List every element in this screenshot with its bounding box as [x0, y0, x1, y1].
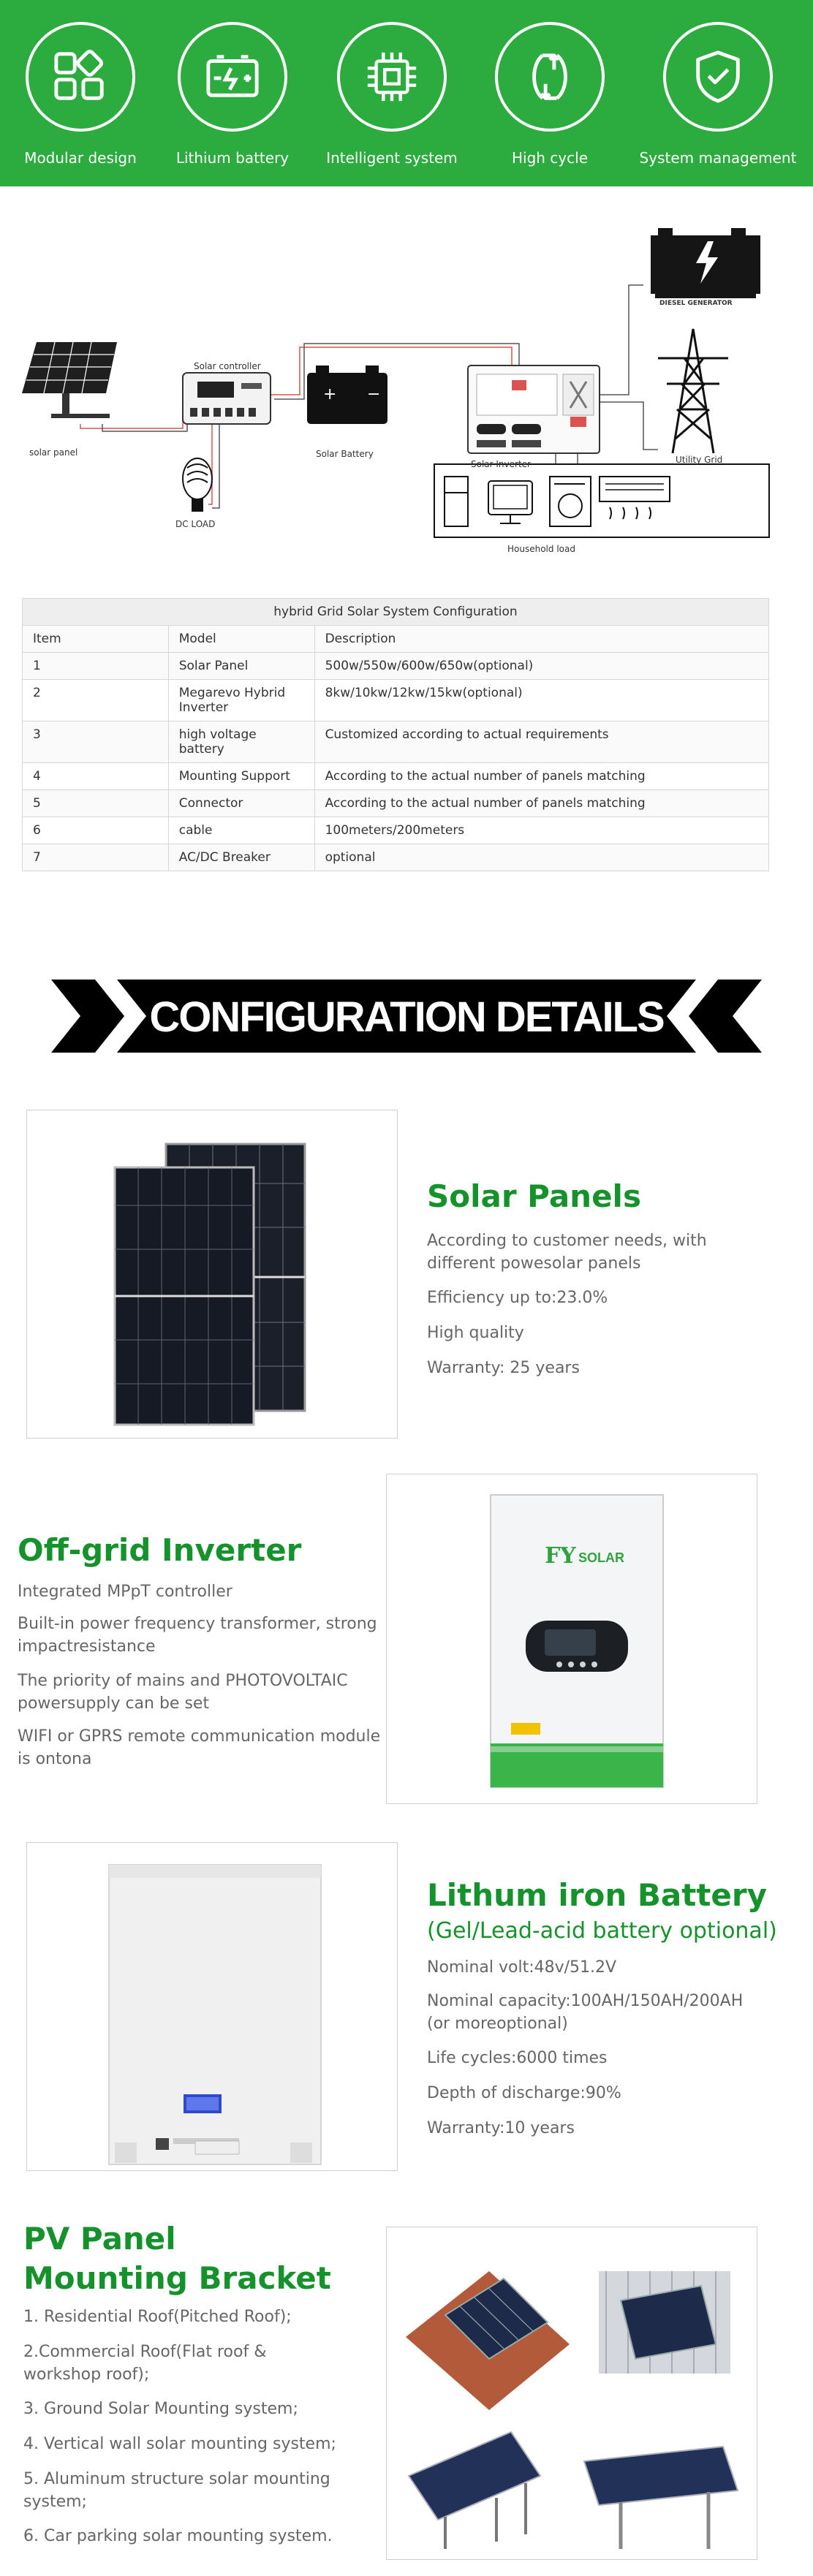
- feature-modular: [0, 22, 161, 167]
- battery-icon: [178, 22, 287, 132]
- configuration-details-title: CONFIGURATION DETAILS: [149, 993, 664, 1041]
- mounting-bracket-image: [386, 2227, 757, 2560]
- solar-panel-icon: [22, 342, 117, 418]
- table-cell: cable: [168, 817, 314, 844]
- bracket-feature-line: 4. Vertical wall solar mounting system;: [23, 2435, 336, 2453]
- table-cell: According to the actual number of panels matching: [314, 763, 768, 790]
- solar-controller-icon: [183, 373, 271, 424]
- table-cell: AC/DC Breaker: [168, 844, 314, 871]
- solar-inverter-icon: [468, 365, 600, 453]
- lithium-battery-image: [26, 1842, 398, 2171]
- table-cell: 100meters/200meters: [314, 817, 768, 844]
- table-cell: Mounting Support: [168, 763, 314, 790]
- table-cell: Solar Panel: [168, 653, 314, 680]
- feature-label: Modular design: [24, 149, 137, 167]
- table-cell: optional: [314, 844, 768, 871]
- feature-system-management: [638, 22, 798, 167]
- svg-text:−: −: [367, 385, 381, 404]
- utility-grid-icon: [658, 329, 728, 453]
- inverter-title: Off-grid Inverter: [18, 1532, 302, 1568]
- table-caption: hybrid Grid Solar System Configuration: [23, 599, 769, 626]
- feature-high-cycle: [469, 22, 630, 167]
- solar-panels-image: [26, 1110, 398, 1439]
- modular-icon: [26, 22, 135, 132]
- table-cell: According to the actual number of panels matching: [314, 790, 768, 817]
- system-configuration-table: [22, 598, 769, 871]
- inverter-image: [386, 1474, 757, 1804]
- table-cell: 8kw/10kw/12kw/15kw(optional): [314, 680, 768, 721]
- inverter-feature-line: The priority of mains and PHOTOVOLTAIC powersupply can be set: [18, 1672, 348, 1713]
- bracket-feature-line: 3. Ground Solar Mounting system;: [23, 2400, 298, 2418]
- lithium-battery-subtitle: (Gel/Lead-acid battery optional): [427, 1918, 777, 1944]
- diagram-label-solar-panel: solar panel: [29, 447, 78, 458]
- diesel-generator-icon: [651, 228, 760, 298]
- system-diagram: [0, 212, 813, 585]
- battery-feature-line: Depth of discharge:90%: [427, 2084, 621, 2102]
- solar-panels-title: Solar Panels: [427, 1178, 641, 1214]
- chip-icon: [337, 22, 447, 132]
- feature-intelligent: [311, 22, 472, 167]
- inverter-brand-prefix: FY: [545, 1543, 576, 1569]
- table-row: [23, 844, 769, 871]
- dc-load-bulb-icon: [183, 458, 212, 512]
- table-cell: 6: [23, 817, 169, 844]
- table-cell: 1: [23, 653, 169, 680]
- table-cell: Megarevo Hybrid Inverter: [168, 680, 314, 721]
- shield-check-icon: [663, 22, 773, 132]
- configuration-details-header: [51, 980, 762, 1053]
- battery-feature-line: Nominal capacity:100AH/150AH/200AH (or moreoptional): [427, 1992, 744, 2033]
- feature-label: High cycle: [511, 149, 588, 167]
- table-cell: 2: [23, 680, 169, 721]
- solar-feature-line: Efficiency up to:23.0%: [427, 1289, 608, 1307]
- table-cell: 3: [23, 721, 169, 763]
- diagram-label-diesel-generator: DIESEL GENERATOR: [659, 300, 733, 307]
- diagram-label-solar-battery: Solar Battery: [316, 449, 374, 459]
- battery-feature-line: Warranty:10 years: [427, 2119, 575, 2137]
- table-cell: Connector: [168, 790, 314, 817]
- table-row: [23, 721, 769, 763]
- table-cell: 500w/550w/600w/650w(optional): [314, 653, 768, 680]
- inverter-brand-name: SOLAR: [578, 1550, 624, 1565]
- table-row: [23, 817, 769, 844]
- solar-feature-line: High quality: [427, 1324, 524, 1342]
- table-header-cell: Description: [314, 626, 768, 653]
- lithium-battery-title: Lithum iron Battery: [427, 1877, 767, 1913]
- household-load-icon: [434, 464, 769, 537]
- table-row: [23, 653, 769, 680]
- cycle-icon: [495, 22, 605, 132]
- diagram-label-household-load: Household load: [507, 544, 575, 554]
- diagram-label-utility-grid: Utility Grid: [676, 455, 723, 465]
- table-cell: 5: [23, 790, 169, 817]
- bracket-feature-line: 2.Commercial Roof(Flat roof & workshop roof);: [23, 2343, 267, 2384]
- solar-feature-line: According to customer needs, with different powesolar panels: [427, 1232, 707, 1273]
- feature-banner: [0, 0, 813, 186]
- solar-feature-line: Warranty: 25 years: [427, 1359, 580, 1377]
- table-cell: 7: [23, 844, 169, 871]
- table-row: [23, 790, 769, 817]
- battery-feature-line: Life cycles:6000 times: [427, 2049, 608, 2067]
- inverter-feature-line: WIFI or GPRS remote communication module is ontona: [18, 1727, 381, 1768]
- table-header-cell: Model: [168, 626, 314, 653]
- bracket-feature-line: 5. Aluminum structure solar mounting system;: [23, 2470, 330, 2511]
- diagram-label-dc-load: DC LOAD: [175, 519, 216, 529]
- inverter-feature-line: Built-in power frequency transformer, strong impactresistance: [18, 1615, 377, 1656]
- feature-label: System management: [639, 149, 797, 167]
- diagram-label-solar-inverter: Solar Inverter: [471, 459, 531, 469]
- bracket-feature-line: 1. Residential Roof(Pitched Roof);: [23, 2308, 292, 2326]
- feature-lithium: [152, 22, 313, 167]
- bracket-feature-line: 6. Car parking solar mounting system.: [23, 2527, 333, 2545]
- mounting-bracket-title-line2: Mounting Bracket: [23, 2260, 331, 2296]
- svg-text:+: +: [323, 385, 337, 404]
- table-cell: high voltage battery: [168, 721, 314, 763]
- table-row: [23, 763, 769, 790]
- diagram-label-solar-controller: Solar controller: [194, 361, 261, 371]
- mounting-bracket-title-line1: PV Panel: [23, 2221, 176, 2257]
- solar-panel-front: [115, 1167, 254, 1425]
- battery-icon: [307, 365, 387, 424]
- feature-label: Lithium battery: [175, 149, 290, 167]
- table-cell: 4: [23, 763, 169, 790]
- feature-label: Intelligent system: [326, 149, 458, 167]
- inverter-feature-line: Integrated MPpT controller: [18, 1583, 232, 1601]
- table-row: [23, 680, 769, 721]
- table-header-row: [23, 626, 769, 653]
- battery-feature-line: Nominal volt:48v/51.2V: [427, 1958, 617, 1977]
- table-cell: Customized according to actual requirements: [314, 721, 768, 763]
- table-header-cell: Item: [23, 626, 169, 653]
